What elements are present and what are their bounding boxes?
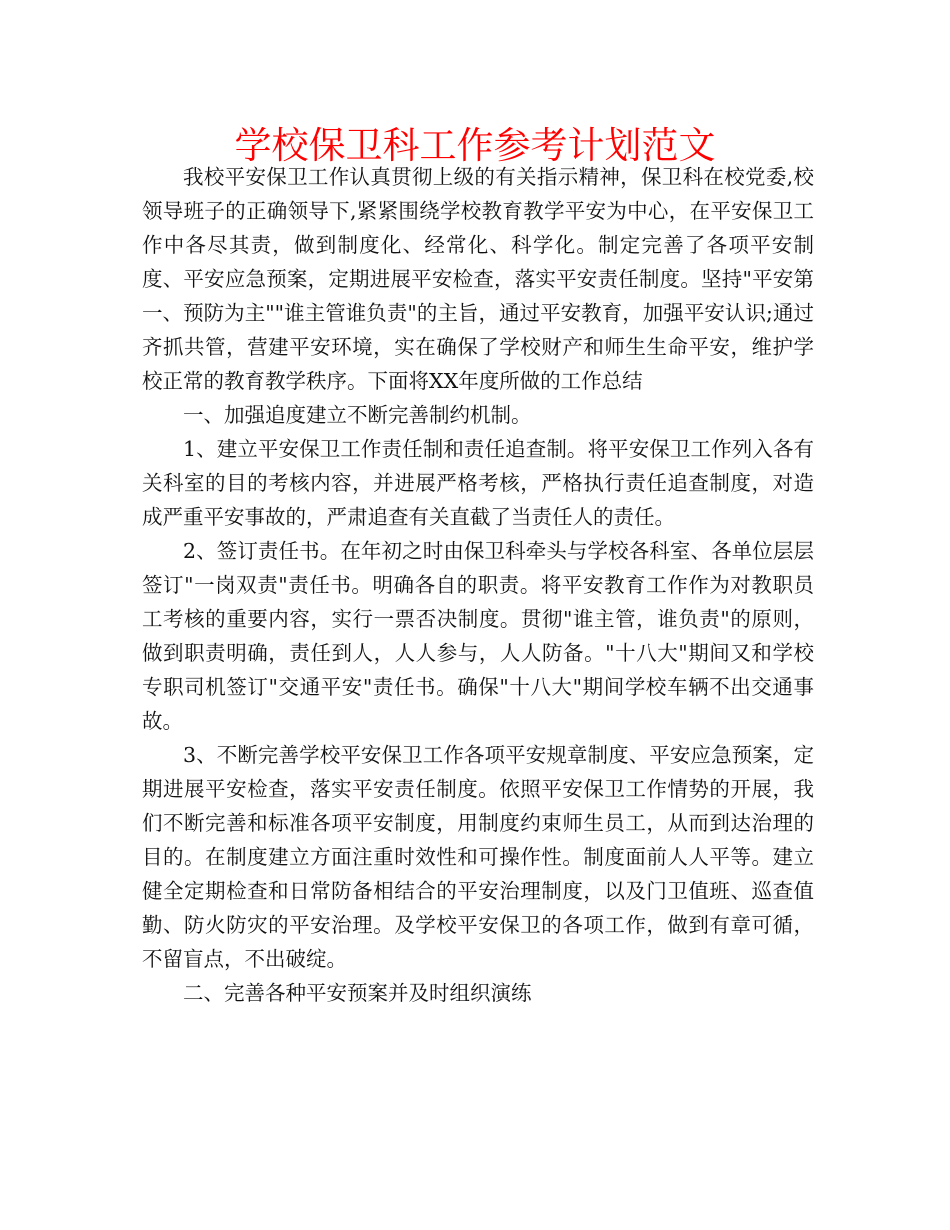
section-heading-2: 二、完善各种平安预案并及时组织演练: [183, 981, 532, 1005]
item-paragraph-2: 2、签订责任书。在年初之时由保卫科牵头与学校各科室、各单位层层签订"一岗双责"责任书。明确各自的职责。将平安教育工作作为对教职员工考核的重要内容，实行一票否决制度。贯彻"谁主管，谁负责"的原则，做到职责明确，责任到人，人人参与，人人防备。"十八大"期间又和学校专职司机签订"交通平安"责任书。确保"十八大"期间学校车辆不出交通事故。: [142, 539, 814, 733]
intro-paragraph: 我校平安保卫工作认真贯彻上级的有关指示精神，保卫科在校党委,校领导班子的正确领导下,紧紧围绕学校教育教学平安为中心，在平安保卫工作中各尽其责，做到制度化、经常化、科学化。制定完善了各项平安制度、平安应急预案，定期进展平安检查，落实平安责任制度。坚持"平安第一、预防为主""谁主管谁负责"的主旨，通过平安教育，加强平安认识;通过齐抓共管，营建平安环境，实在确保了学校财产和师生生命平安，维护学校正常的教育教学秩序。下面将XX年度所做的工作总结: [142, 165, 814, 393]
item-paragraph-3: 3、不断完善学校平安保卫工作各项平安规章制度、平安应急预案，定期进展平安检查，落实平安责任制度。依照平安保卫工作情势的开展，我们不断完善和标准各项平安制度，用制度约束师生员工，从而到达治理的目的。在制度建立方面注重时效性和可操作性。制度面前人人平等。建立健全定期检查和日常防备相结合的平安治理制度，以及门卫值班、巡查值勤、防火防灾的平安治理。及学校平安保卫的各项工作，做到有章可循，不留盲点，不出破绽。: [142, 743, 814, 971]
document-title: 学校保卫科工作参考计划范文: [234, 124, 716, 167]
document-body: [142, 160, 814, 1010]
item-paragraph-1: 1、建立平安保卫工作责任制和责任追查制。将平安保卫工作列入各有关科室的目的考核内容，并进展严格考核，严格执行责任追查制度，对造成严重平安事故的，严肃追查有关直截了当责任人的责任。: [142, 437, 814, 529]
section-heading-1: 一、加强追度建立不断完善制约机制。: [183, 403, 532, 427]
